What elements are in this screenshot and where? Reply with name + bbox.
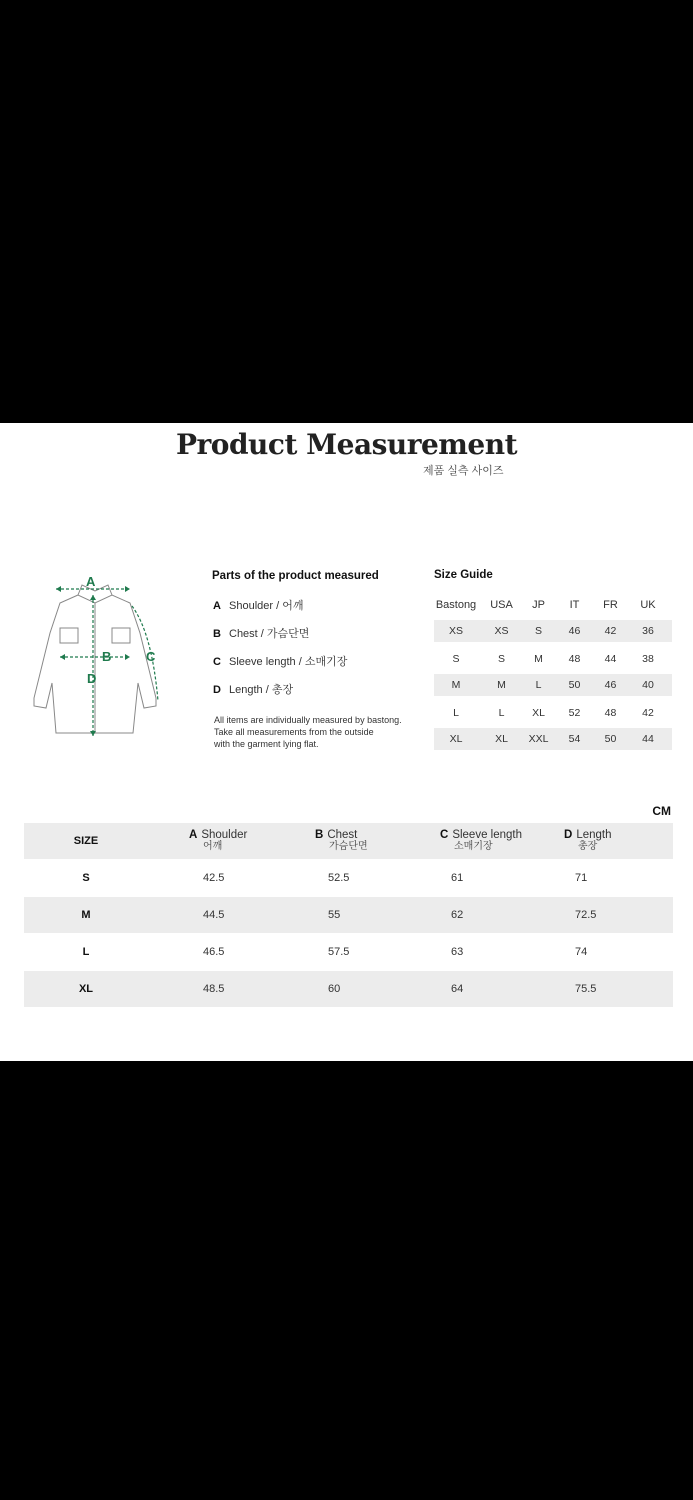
measurement-table [24,823,673,1007]
garment-diagram [20,573,180,743]
size-guide-row: M M L 50 46 40 [434,674,672,696]
size-header: SIZE [73,835,99,847]
size-guide-row: XS XS S 46 42 36 [434,620,672,642]
table-row: S 42.5 52.5 61 71 [82,872,588,884]
parts-title: Parts of the product measured [212,570,379,582]
size-guide-row: L L XL 52 48 42 [453,706,654,719]
label-c: C [146,649,156,664]
measurement-note: All items are individually measured by bastong. Take all measurements from the outside with the garment lying flat. [214,715,402,749]
page-title: Product Measurement [175,428,518,461]
size-guide-table [434,591,672,753]
size-guide-row: XL XL XXL 54 50 44 [434,728,672,750]
part-chest: B Chest / 가슴단면 [213,628,310,640]
header-sleeve-length: C Sleeve length 소매기장 [440,829,523,852]
table-row: M 44.5 55 62 72.5 [24,897,673,933]
page-subtitle: 제품 실측 사이즈 [423,465,504,477]
label-b: B [102,649,112,664]
part-shoulder: A Shoulder / 어깨 [213,600,304,612]
unit-label: CM [652,804,671,818]
size-guide-title: Size Guide [434,569,493,581]
table-row: XL 48.5 60 64 75.5 [24,971,673,1007]
part-length: D Length / 총장 [213,684,294,696]
measurement-table-header [24,823,673,859]
size-guide-row: S S M 48 44 38 [452,652,654,665]
part-sleeve: C Sleeve length / 소매기장 [213,656,348,668]
label-d: D [87,671,97,686]
header-length: D Length 총장 [564,829,612,852]
header-shoulder: A Shoulder 어깨 [189,829,248,852]
size-guide-header: Bastong USA JP IT FR UK [435,598,656,611]
label-a: A [86,574,96,589]
measurement-panel [0,423,693,1061]
table-row: L 46.5 57.5 63 74 [82,946,588,958]
header-chest: B Chest 가슴단면 [315,829,368,852]
